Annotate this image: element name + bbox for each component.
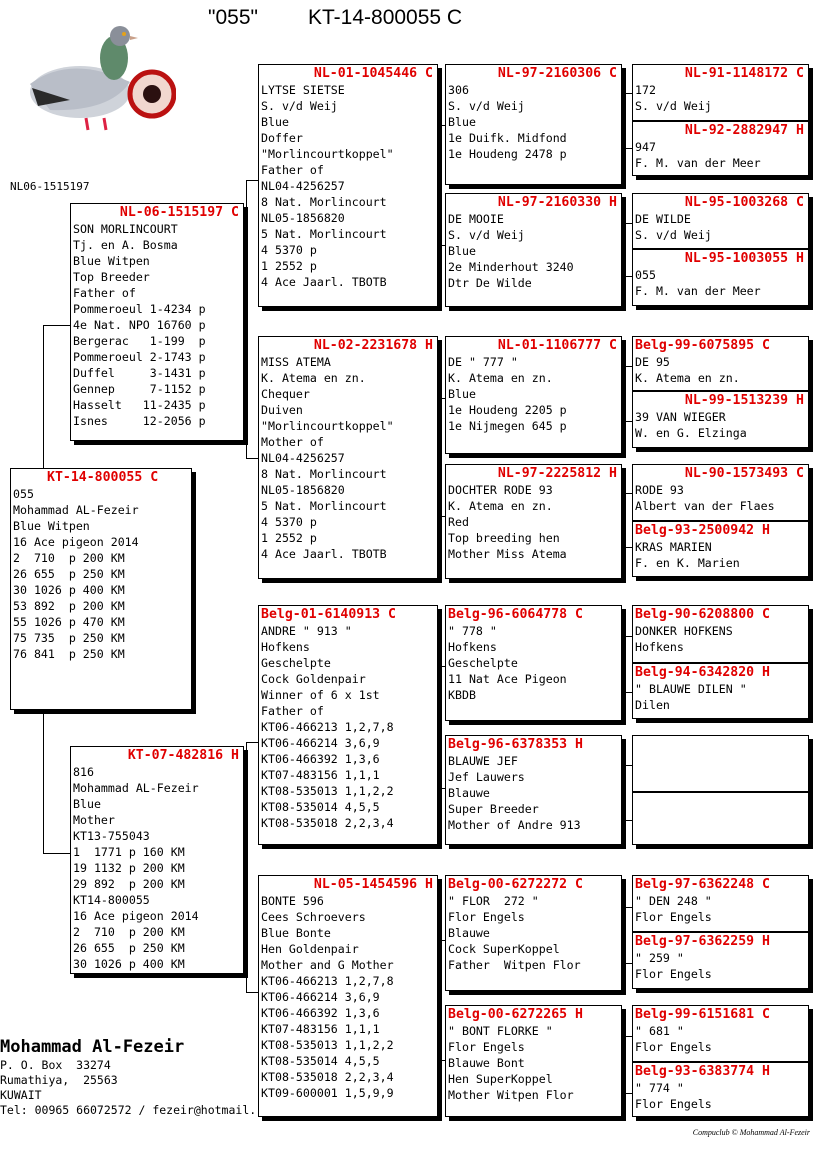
card-line: 30 1026 p 400 KM: [13, 583, 125, 597]
card-lines: [11, 486, 191, 662]
card-line: 4 Ace Jaarl. TBOTB: [261, 547, 387, 561]
grandsire-dam-card[interactable]: [258, 605, 438, 845]
card-line: Blue Bonte: [261, 926, 331, 940]
card-line: KT06-466214 3,6,9: [261, 990, 380, 1004]
card-line: Hen SuperKoppel: [448, 1072, 553, 1086]
card-line: KT08-535014 4,5,5: [261, 1054, 380, 1068]
ring-number: NL-97-2160330 H: [497, 195, 617, 210]
pigeon-logo: [10, 14, 176, 132]
card-line: Super Breeder: [448, 802, 539, 816]
owner-line: P. O. Box 33274: [0, 1058, 111, 1072]
card-line: Cees Schroevers: [261, 910, 366, 924]
card-line: 306: [448, 83, 469, 97]
card-line: 11 Nat Ace Pigeon: [448, 672, 567, 686]
card-line: 1e Duifk. Midfond: [448, 131, 567, 145]
card-line: Flor Engels: [448, 1040, 525, 1054]
ancestor-card-g4[interactable]: [632, 1005, 809, 1062]
card-line: 172: [635, 83, 656, 97]
card-lines: [446, 1023, 621, 1103]
card-line: Blauwe: [448, 786, 490, 800]
card-line: " BONT FLORKE ": [448, 1024, 553, 1038]
card-line: Blue: [448, 115, 476, 129]
card-line: 53 892 p 200 KM: [13, 599, 125, 613]
card-line: " 778 ": [448, 624, 497, 638]
card-lines: [446, 623, 621, 703]
card-line: 2e Minderhout 3240: [448, 260, 574, 274]
card-line: K. Atema en zn.: [448, 499, 553, 513]
ring-number: NL-06-1515197 C: [119, 205, 239, 220]
card-lines: [71, 221, 243, 429]
ancestor-card-g3[interactable]: [445, 64, 622, 185]
ring-number: Belg-97-6362259 H: [635, 934, 770, 949]
card-line: Flor Engels: [635, 1040, 712, 1054]
ancestor-card-g4[interactable]: [632, 875, 809, 932]
card-line: Chequer: [261, 387, 310, 401]
card-line: 055: [635, 268, 656, 282]
card-lines: [633, 409, 808, 441]
card-line: KT06-466214 3,6,9: [261, 736, 380, 750]
card-line: KT06-466213 1,2,7,8: [261, 974, 394, 988]
card-line: 5 Nat. Morlincourt: [261, 499, 387, 513]
card-line: Mohammad AL-Fezeir: [13, 503, 139, 517]
pigeon-name-title: "055": [208, 6, 258, 29]
card-line: RODE 93: [635, 483, 684, 497]
card-lines: [633, 681, 808, 713]
card-lines: [446, 893, 621, 973]
card-line: S. v/d Weij: [635, 228, 712, 242]
card-line: Hofkens: [448, 640, 497, 654]
card-lines: [633, 482, 808, 514]
card-lines: [259, 354, 437, 562]
card-line: 16 Ace pigeon 2014: [73, 909, 199, 923]
card-line: "Morlincourtkoppel": [261, 147, 394, 161]
card-line: DE MOOIE: [448, 212, 504, 226]
ancestor-card-g3[interactable]: [445, 193, 622, 307]
card-line: Father Witpen Flor: [448, 958, 581, 972]
side-ring-label: NL06-1515197: [10, 180, 90, 193]
ring-number: Belg-97-6362248 C: [635, 877, 770, 892]
card-line: S. v/d Weij: [635, 99, 712, 113]
card-line: Mother Miss Atema: [448, 547, 567, 561]
card-line: Pommeroeul 1-4234 p: [73, 302, 206, 316]
card-line: S. v/d Weij: [261, 99, 338, 113]
card-line: K. Atema en zn.: [448, 371, 553, 385]
card-line: Bergerac 1-199 p: [73, 334, 206, 348]
card-line: 4 5370 p: [261, 243, 317, 257]
sire-card[interactable]: [70, 203, 244, 441]
card-lines: [633, 211, 808, 243]
card-line: LYTSE SIETSE: [261, 83, 345, 97]
card-line: Mother: [73, 813, 115, 827]
card-line: F. M. van der Meer: [635, 156, 761, 170]
card-line: Top breeding hen: [448, 531, 560, 545]
ancestor-card-g4[interactable]: [632, 121, 809, 176]
card-line: 2 710 p 200 KM: [13, 551, 125, 565]
card-line: MISS ATEMA: [261, 355, 331, 369]
card-line: 76 841 p 250 KM: [13, 647, 125, 661]
card-line: KT08-535013 1,1,2,2: [261, 1038, 394, 1052]
ring-number: NL-97-2225812 H: [497, 466, 617, 481]
ancestor-card-g4[interactable]: [632, 249, 809, 306]
card-line: 1 1771 p 160 KM: [73, 845, 185, 859]
ancestor-card-g3[interactable]: [445, 464, 622, 579]
card-line: KT13-755043: [73, 829, 150, 843]
card-line: W. en G. Elzinga: [635, 426, 747, 440]
card-line: " DEN 248 ": [635, 894, 712, 908]
card-line: Geschelpte: [261, 656, 331, 670]
ring-number: KT-14-800055 C: [47, 470, 159, 485]
card-line: DE " 777 ": [448, 355, 518, 369]
card-line: 4 5370 p: [261, 515, 317, 529]
card-line: DE WILDE: [635, 212, 691, 226]
card-line: 1e Houdeng 2205 p: [448, 403, 567, 417]
card-lines: [633, 623, 808, 655]
card-line: KT06-466392 1,3,6: [261, 752, 380, 766]
card-lines: [259, 623, 437, 831]
card-line: Isnes 12-2056 p: [73, 414, 206, 428]
ancestor-card-g3[interactable]: [445, 336, 622, 454]
card-line: "Morlincourtkoppel": [261, 419, 394, 433]
ring-number: Belg-90-6208800 C: [635, 607, 770, 622]
card-line: " BLAUWE DILEN ": [635, 682, 747, 696]
card-line: NL04-4256257: [261, 179, 345, 193]
ancestor-card-g3[interactable]: [445, 875, 622, 991]
card-line: Tj. en A. Bosma: [73, 238, 178, 252]
card-line: BONTE 596: [261, 894, 324, 908]
ancestor-card-g4[interactable]: [632, 193, 809, 249]
card-line: 947: [635, 140, 656, 154]
card-lines: [633, 267, 808, 299]
card-line: Father of: [73, 286, 136, 300]
card-lines: [633, 82, 808, 114]
ring-number: Belg-00-6272265 H: [448, 1007, 583, 1022]
card-line: Blue: [448, 244, 476, 258]
card-line: ANDRE " 913 ": [261, 624, 352, 638]
card-line: Blauwe Bont: [448, 1056, 525, 1070]
card-line: Cock SuperKoppel: [448, 942, 560, 956]
card-line: 75 735 p 250 KM: [13, 631, 125, 645]
card-line: DOCHTER RODE 93: [448, 483, 553, 497]
card-line: " 681 ": [635, 1024, 684, 1038]
ancestor-card-g3[interactable]: [445, 605, 622, 721]
card-line: KT08-535018 2,2,3,4: [261, 1070, 394, 1084]
card-lines: [446, 482, 621, 562]
card-line: Blauwe: [448, 926, 490, 940]
card-line: 5 Nat. Morlincourt: [261, 227, 387, 241]
card-line: Flor Engels: [448, 910, 525, 924]
card-line: 19 1132 p 200 KM: [73, 861, 185, 875]
owner-info: [0, 1036, 256, 1118]
card-line: Hofkens: [261, 640, 310, 654]
card-line: K. Atema en zn.: [635, 371, 740, 385]
card-lines: [633, 950, 808, 982]
ring-number: Belg-94-6342820 H: [635, 665, 770, 680]
card-line: KT06-466392 1,3,6: [261, 1006, 380, 1020]
card-line: Doffer: [261, 131, 303, 145]
card-lines: [71, 764, 243, 972]
card-line: Father of: [261, 704, 324, 718]
card-line: Hasselt 11-2435 p: [73, 398, 206, 412]
card-line: Jef Lauwers: [448, 770, 525, 784]
card-line: KBDB: [448, 688, 476, 702]
card-line: 2 710 p 200 KM: [73, 925, 185, 939]
ring-number: Belg-99-6075895 C: [635, 338, 770, 353]
card-line: 1e Nijmegen 645 p: [448, 419, 567, 433]
ring-number: NL-02-2231678 H: [313, 338, 433, 353]
ring-number: Belg-99-6151681 C: [635, 1007, 770, 1022]
ring-number: NL-95-1003055 H: [684, 251, 804, 266]
card-lines: [259, 82, 437, 290]
empty-ancestor-card[interactable]: [632, 792, 809, 845]
owner-line: Rumathiya, 25563: [0, 1073, 118, 1087]
subject-pigeon-card[interactable]: [10, 468, 192, 710]
card-line: Father of: [261, 163, 324, 177]
card-line: 4 Ace Jaarl. TBOTB: [261, 275, 387, 289]
card-line: NL05-1856820: [261, 483, 345, 497]
ring-number: Belg-00-6272272 C: [448, 877, 583, 892]
card-line: " 774 ": [635, 1081, 684, 1095]
card-line: DE 95: [635, 355, 670, 369]
card-line: 30 1026 p 400 KM: [73, 957, 185, 971]
ring-number: Belg-93-6383774 H: [635, 1064, 770, 1079]
card-line: 26 655 p 250 KM: [13, 567, 125, 581]
card-lines: [446, 82, 621, 162]
card-line: DONKER HOFKENS: [635, 624, 733, 638]
card-line: S. v/d Weij: [448, 228, 525, 242]
card-line: KT08-535018 2,2,3,4: [261, 816, 394, 830]
card-line: KT09-600001 1,5,9,9: [261, 1086, 394, 1100]
card-line: Gennep 7-1152 p: [73, 382, 206, 396]
card-lines: [446, 211, 621, 291]
card-line: Red: [448, 515, 469, 529]
card-lines: [633, 354, 808, 386]
card-line: 55 1026 p 470 KM: [13, 615, 125, 629]
ring-number: KT-07-482816 H: [127, 748, 239, 763]
ancestor-card-g4[interactable]: [632, 605, 809, 663]
ring-number: Belg-93-2500942 H: [635, 523, 770, 538]
card-line: Mohammad AL-Fezeir: [73, 781, 199, 795]
card-lines: [633, 539, 808, 571]
card-line: 26 655 p 250 KM: [73, 941, 185, 955]
ring-number: NL-91-1148172 C: [684, 66, 804, 81]
owner-name: Mohammad Al-Fezeir: [0, 1037, 185, 1057]
card-line: Mother and G Mother: [261, 958, 394, 972]
card-lines: [633, 1023, 808, 1055]
card-line: Top Breeder: [73, 270, 150, 284]
card-line: Flor Engels: [635, 967, 712, 981]
card-line: NL04-4256257: [261, 451, 345, 465]
card-line: " 259 ": [635, 951, 684, 965]
card-line: Duiven: [261, 403, 303, 417]
card-line: 8 Nat. Morlincourt: [261, 467, 387, 481]
card-lines: [446, 753, 621, 833]
card-line: KT07-483156 1,1,1: [261, 1022, 380, 1036]
card-line: Dtr De Wilde: [448, 276, 532, 290]
card-line: 1e Houdeng 2478 p: [448, 147, 567, 161]
grandsire-sire-card[interactable]: [258, 64, 438, 307]
ancestor-card-g4[interactable]: [632, 336, 809, 391]
ring-number: NL-01-1106777 C: [497, 338, 617, 353]
card-line: 816: [73, 765, 94, 779]
card-line: F. en K. Marien: [635, 556, 740, 570]
ancestor-card-g3[interactable]: [445, 735, 622, 845]
card-line: KRAS MARIEN: [635, 540, 712, 554]
card-line: KT06-466213 1,2,7,8: [261, 720, 394, 734]
card-lines: [633, 893, 808, 925]
card-lines: [633, 139, 808, 171]
footer-credit: Compuclub © Mohammad Al-Fezeir: [692, 1128, 810, 1137]
card-line: Blue Witpen: [13, 519, 90, 533]
card-line: F. M. van der Meer: [635, 284, 761, 298]
card-line: KT08-535013 1,1,2,2: [261, 784, 394, 798]
card-line: 39 VAN WIEGER: [635, 410, 726, 424]
ring-number: NL-97-2160306 C: [497, 66, 617, 81]
ring-number: Belg-96-6378353 H: [448, 737, 583, 752]
ring-number: Belg-96-6064778 C: [448, 607, 583, 622]
ancestor-card-g4[interactable]: [632, 663, 809, 719]
owner-line: KUWAIT: [0, 1088, 42, 1102]
empty-ancestor-card[interactable]: [632, 735, 809, 792]
owner-line: Tel: 00965 66072572 / fezeir@hotmail.: [0, 1103, 257, 1117]
card-line: SON MORLINCOURT: [73, 222, 178, 236]
card-line: Pommeroeul 2-1743 p: [73, 350, 206, 364]
card-line: 4e Nat. NPO 16760 p: [73, 318, 206, 332]
ring-number: Belg-01-6140913 C: [261, 607, 396, 622]
card-line: Hen Goldenpair: [261, 942, 359, 956]
ancestor-card-g3[interactable]: [445, 1005, 622, 1117]
card-line: Hofkens: [635, 640, 684, 654]
ring-number: NL-90-1573493 C: [684, 466, 804, 481]
ancestor-card-g4[interactable]: [632, 932, 809, 989]
card-line: KT07-483156 1,1,1: [261, 768, 380, 782]
owner-lines: [0, 1058, 256, 1118]
card-line: 29 892 p 200 KM: [73, 877, 185, 891]
card-line: Blue: [73, 797, 101, 811]
card-line: KT08-535014 4,5,5: [261, 800, 380, 814]
ring-number: NL-99-1513239 H: [684, 393, 804, 408]
ancestor-card-g4[interactable]: [632, 521, 809, 577]
card-line: Winner of 6 x 1st: [261, 688, 380, 702]
card-line: Blue: [261, 115, 289, 129]
card-line: 055: [13, 487, 34, 501]
ring-number: NL-01-1045446 C: [313, 66, 433, 81]
card-line: Albert van der Flaes: [635, 499, 775, 513]
card-line: K. Atema en zn.: [261, 371, 366, 385]
card-line: KT14-800055: [73, 893, 150, 907]
card-line: 8 Nat. Morlincourt: [261, 195, 387, 209]
card-line: " FLOR 272 ": [448, 894, 539, 908]
card-line: Blue: [448, 387, 476, 401]
card-line: Geschelpte: [448, 656, 518, 670]
card-line: Cock Goldenpair: [261, 672, 366, 686]
card-line: NL05-1856820: [261, 211, 345, 225]
card-line: 1 2552 p: [261, 531, 317, 545]
card-line: BLAUWE JEF: [448, 754, 518, 768]
ancestor-card-g4[interactable]: [632, 1062, 809, 1117]
card-line: Duffel 3-1431 p: [73, 366, 206, 380]
ring-number: NL-95-1003268 C: [684, 195, 804, 210]
card-line: Blue Witpen: [73, 254, 150, 268]
granddam-sire-card[interactable]: [258, 336, 438, 579]
card-line: 1 2552 p: [261, 259, 317, 273]
card-line: Mother of Andre 913: [448, 818, 581, 832]
ancestor-card-g4[interactable]: [632, 391, 809, 448]
card-line: Mother of: [261, 435, 324, 449]
card-lines: [633, 1080, 808, 1112]
card-line: Flor Engels: [635, 1097, 712, 1111]
card-line: Dilen: [635, 698, 670, 712]
ring-number: NL-05-1454596 H: [313, 877, 433, 892]
card-line: Mother Witpen Flor: [448, 1088, 574, 1102]
card-lines: [259, 893, 437, 1101]
dam-card[interactable]: [70, 746, 244, 974]
card-line: S. v/d Weij: [448, 99, 525, 113]
card-lines: [446, 354, 621, 434]
card-line: Flor Engels: [635, 910, 712, 924]
ancestor-card-g4[interactable]: [632, 64, 809, 121]
ring-number: NL-92-2882947 H: [684, 123, 804, 138]
ancestor-card-g4[interactable]: [632, 464, 809, 521]
granddam-dam-card[interactable]: [258, 875, 438, 1117]
pigeon-ring-title: KT-14-800055 C: [308, 6, 463, 29]
card-line: 16 Ace pigeon 2014: [13, 535, 139, 549]
